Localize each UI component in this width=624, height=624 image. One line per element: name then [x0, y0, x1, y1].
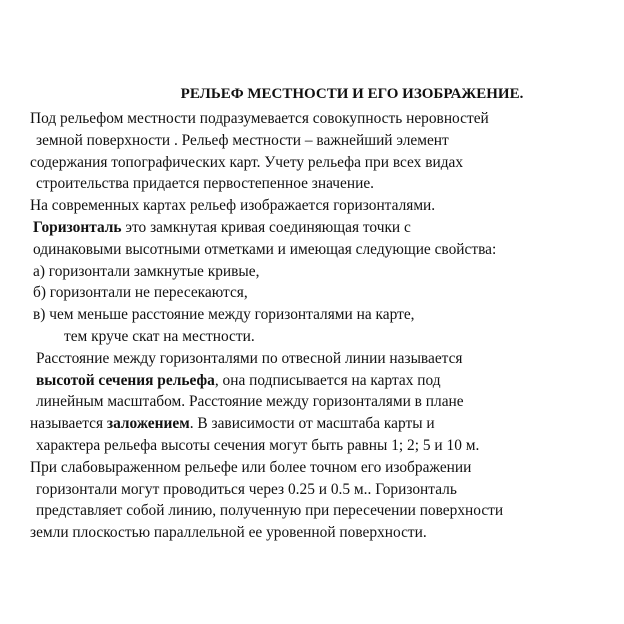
- text-line: земной поверхности . Рельеф местности – важнейший элемент: [36, 131, 449, 149]
- text-line: б) горизонтали не пересекаются,: [33, 284, 248, 302]
- term-zalozhenie: заложением: [106, 415, 190, 433]
- text-line: Под рельефом местности подразумевается совокупность неровностей: [30, 110, 489, 127]
- text-line: горизонтали могут проводиться через 0.25 и 0.5 м.. Горизонталь: [36, 480, 457, 498]
- text-line: Расстояние между горизонталями по отвесной линии называется: [36, 349, 463, 367]
- text-line: [30, 370, 615, 392]
- text-line: земли плоскостью параллельной ее уровенной поверхности.: [30, 524, 427, 542]
- text-line: При слабовыраженном рельефе или более точном его изображении: [30, 458, 472, 476]
- text-line: представляет собой линию, полученную при пересечении поверхности: [36, 502, 504, 520]
- text-run: это замкнутая кривая соединяющая точки с: [121, 218, 411, 236]
- text-line: в) чем меньше расстояние между горизонталями на карте,: [33, 306, 415, 324]
- text-line: тем круче скат на местности.: [64, 327, 255, 345]
- text-line: содержания топографических карт. Учету рельефа при всех видах: [30, 153, 464, 171]
- text-line: характера рельефа высоты сечения могут быть равны 1; 2; 5 и 10 м.: [36, 436, 480, 454]
- text-run: называется: [30, 415, 107, 433]
- document-body: [30, 108, 615, 544]
- text-run: . В зависимости от масштаба карты и: [189, 415, 435, 433]
- text-line: [30, 413, 615, 435]
- text-line: а) горизонтали замкнутые кривые,: [33, 262, 260, 280]
- text-line: На современных картах рельеф изображается горизонталями.: [30, 197, 436, 215]
- text-line: одинаковыми высотными отметками и имеющая следующие свойства:: [33, 240, 497, 258]
- text-line: строительства придается первостепенное значение.: [36, 175, 375, 193]
- term-section-height: высотой сечения рельефа: [36, 371, 215, 389]
- text-line: линейным масштабом. Расстояние между горизонталями в плане: [36, 393, 464, 411]
- term-gorizontal: Горизонталь: [33, 218, 122, 236]
- document-title: РЕЛЬЕФ МЕСТНОСТИ И ЕГО ИЗОБРАЖЕНИЕ.: [180, 86, 524, 102]
- text-line: [30, 217, 615, 239]
- text-run: , она подписывается на картах под: [214, 371, 441, 389]
